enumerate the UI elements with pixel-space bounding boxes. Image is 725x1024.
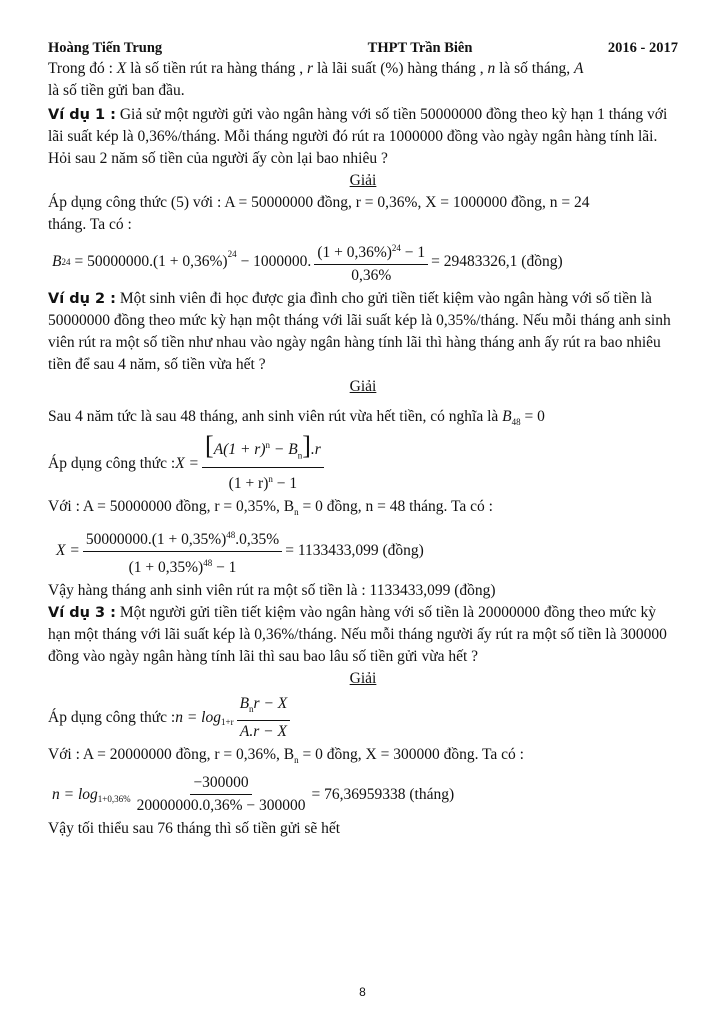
example-1-fraction: $\frac{(1 + 0,36\%)^{24} - 1}{0,36\%}$: [314, 238, 428, 286]
intro-line-2: là số tiền gửi ban đầu.: [48, 82, 185, 99]
example-3-problem: Ví dụ 3 : Một người gửi tiền tiết kiệm vào ngân hàng với số tiền là 20000000 đồng theo mức kỳ hạn một tháng với lãi suất kép là 0,36%/tháng. Nếu mỗi tháng người ấy rút ra một số tiền là 300000 đồng vào ngày ngân hàng tính lãi thì sau bao lâu số tiền gửi vừa hết ?: [48, 604, 667, 666]
example-2-calc: X = $\frac{50000000.(1 + 0,35\%)^{48}.0,35\%}{(1 + 0,35\%)^{48} - 1}$ = 1133433,099 (đồng): [56, 525, 678, 578]
example-2-general-fraction: $\frac{[A(1 + r)^n - B_n].r}{(1 + r)^n - 1}$: [202, 435, 324, 493]
document-page: [48, 40, 678, 840]
example-3-calc: n = log $_{1+0,36\%}$ $\frac{-300000}{20000000.0,36\% - 300000}$ = 76,36959338 (tháng): [52, 774, 455, 815]
example-1-solution-heading: Giải: [349, 172, 377, 189]
example-3-general-formula: Áp dụng công thức : n = log $_{1+r}$ $\frac{B_nr - X}{A.r - X}$: [48, 694, 678, 742]
header-author: Hoàng Tiến Trung: [48, 40, 163, 56]
example-3-general-fraction: $\frac{B_nr - X}{A.r - X}$: [237, 694, 291, 742]
example-2-calc-fraction: $\frac{50000000.(1 + 0,35\%)^{48}.0,35\%}{(1 + 0,35\%)^{48} - 1}$: [83, 525, 282, 578]
example-1-problem: Ví dụ 1 : Giả sử một người gửi vào ngân hàng với số tiền 50000000 đồng theo kỳ hạn 1 tháng với lãi suất kép là 0,36%/tháng. Mỗi tháng người đó rút ra 1000000 đồng vào ngày ngân hàng tính lãi. Hỏi sau 2 năm số tiền của người ấy còn lại bao nhiêu ?: [48, 106, 668, 167]
example-3-conclusion: Vậy tối thiểu sau 76 tháng thì số tiền gửi sẽ hết: [48, 820, 341, 838]
example-2-solution-heading: Giải: [349, 378, 377, 396]
example-2-with: Với : A = 50000000 đồng, r = 0,35%, $B_n = 0$ đồng, n = 48 tháng. Ta có :: [48, 497, 493, 517]
example-3-calc-fraction: $\frac{-300000}{20000000.0,36\% - 300000}$: [136, 774, 306, 815]
example-2-conclusion: Vậy hàng tháng anh sinh viên rút ra một số tiền là : 1133433,099 (đồng): [48, 582, 496, 600]
example-2-label: Ví dụ 2 :: [48, 291, 116, 308]
example-2-general-formula: Áp dụng công thức : X = $\frac{[A(1 + r)^n - B_n].r}{(1 + r)^n - 1}$: [48, 435, 678, 493]
example-1-apply: Áp dụng công thức (5) với : A = 50000000 đồng, r = 0,36%, X = 1000000 đồng, n = 24: [48, 194, 590, 211]
example-3-label: Ví dụ 3 :: [48, 605, 116, 622]
example-2-after: Sau 4 năm tức là sau 48 tháng, anh sinh viên rút vừa hết tiền, có nghĩa là $B_{48} = 0$: [48, 408, 545, 428]
example-1-label: Ví dụ 1 :: [48, 107, 116, 123]
page-header: [48, 40, 678, 58]
example-2-problem: Ví dụ 2 : Một sinh viên đi học được gia đình cho gửi tiền tiết kiệm vào ngân hàng với số tiền là 50000000 đồng theo mức kỳ hạn một tháng với lãi suất kép là 0,35%/tháng. Nếu mỗi tháng anh sinh viên rút ra một số tiền như nhau vào ngày ngân hàng tính lãi thì hàng tháng anh ấy rút ra bao nhiêu tiền để sau 4 năm, số tiền vừa hết ?: [48, 290, 671, 374]
header-school: THPT Trần Biên: [367, 40, 473, 56]
intro-line: Trong đó : X là số tiền rút ra hàng tháng , r là lãi suất (%) hàng tháng , n là số tháng, A: [48, 60, 584, 77]
page-number: 8: [359, 985, 366, 999]
example-1-formula: B 24 = 50000000.(1 + 0,36%) $^{24}$ − 1000000. $\frac{(1 + 0,36\%)^{24} - 1}{0,36\%}$ = 29483326,1 (đồng): [52, 238, 678, 286]
example-3-with: Với : A = 20000000 đồng, r = 0,36%, $B_n = 0$ đồng, X = 300000 đồng. Ta có :: [48, 746, 524, 766]
example-1-apply-2: tháng. Ta có :: [48, 216, 132, 233]
example-3-solution-heading: Giải: [349, 670, 377, 688]
header-year: 2016 - 2017: [607, 40, 678, 56]
